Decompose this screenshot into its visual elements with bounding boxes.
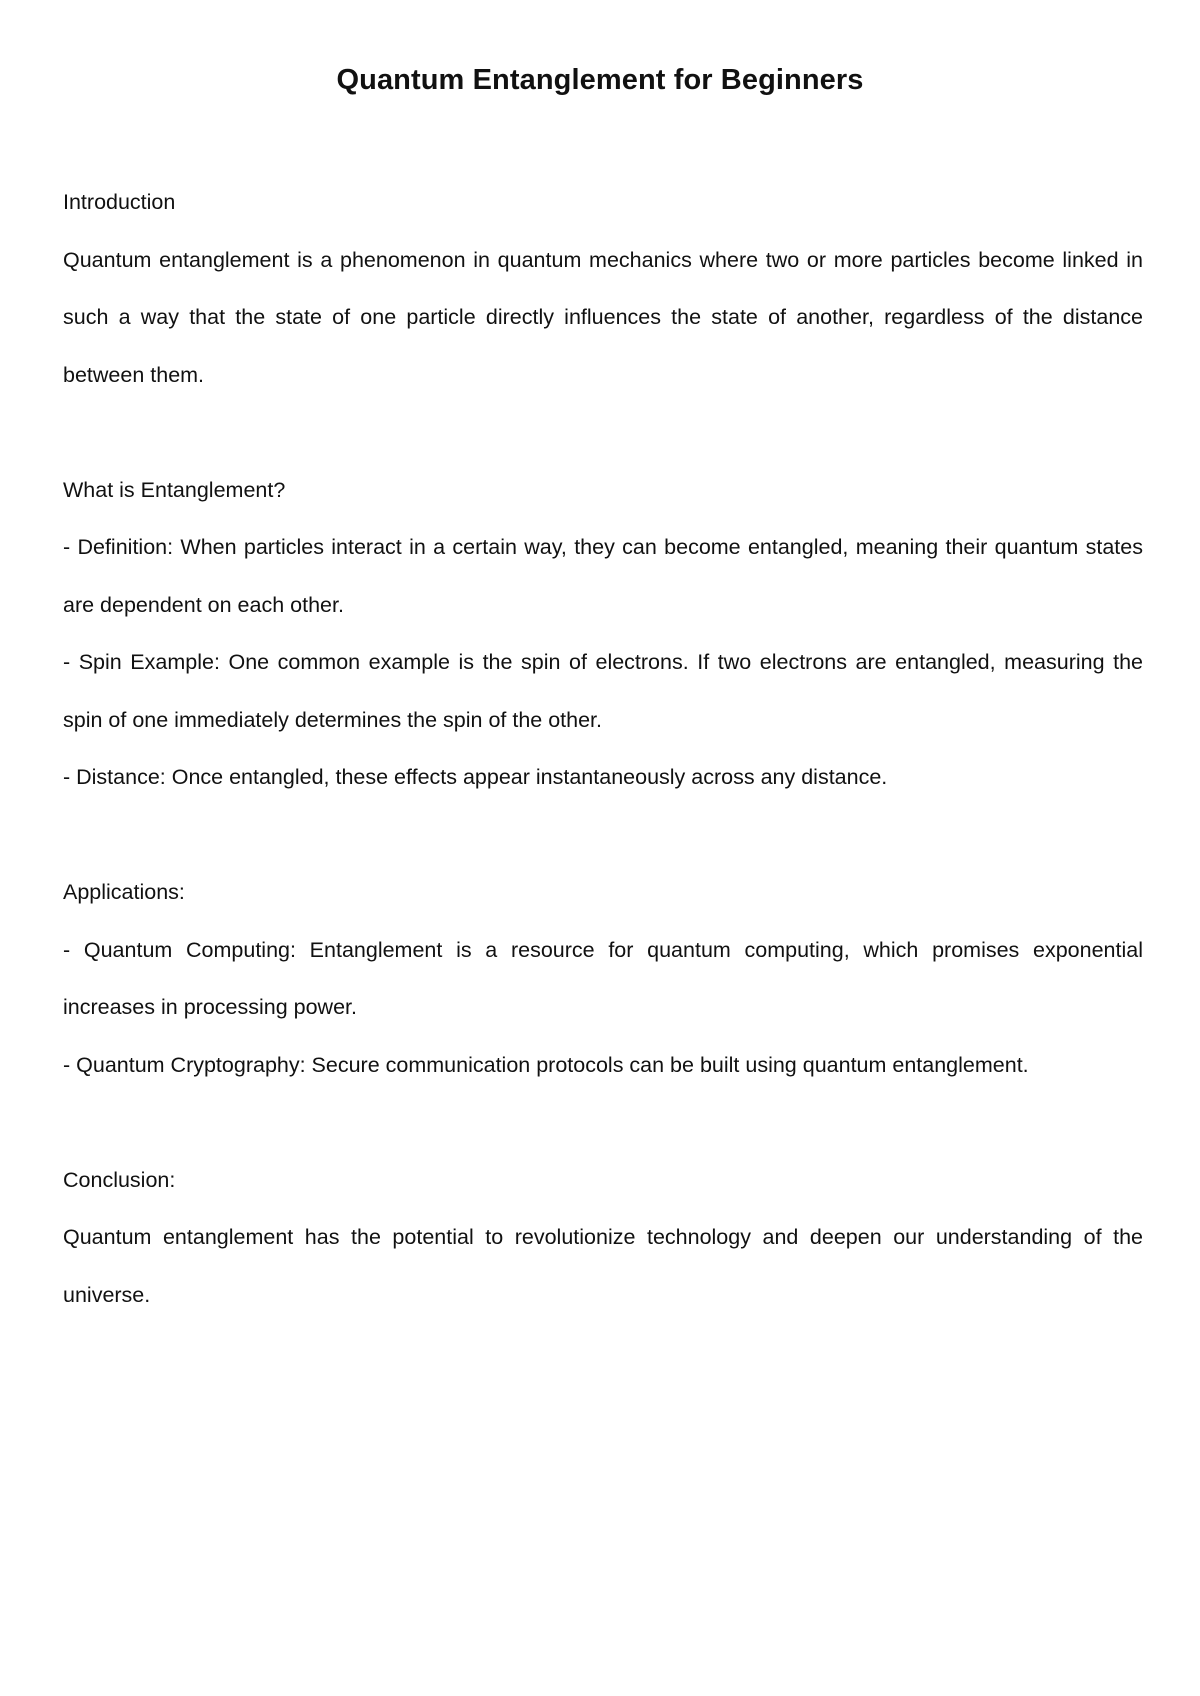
section-heading-conclusion: Conclusion:: [63, 1167, 176, 1192]
list-item-quantum-cryptography: - Quantum Cryptography: Secure communication protocols can be built using quantum entanglement.: [63, 1052, 1029, 1077]
section-spacer: [63, 404, 1143, 462]
list-item-spin-example: - Spin Example: One common example is the spin of electrons. If two electrons are entangled, measuring the spin of one immediately determines the spin of the other.: [63, 650, 1143, 732]
list-item-quantum-computing: - Quantum Computing: Entanglement is a resource for quantum computing, which promises exponential increases in processing power.: [63, 937, 1143, 1019]
section-spacer: [63, 807, 1143, 865]
document-title: Quantum Entanglement for Beginners: [336, 64, 864, 96]
section-heading-introduction: Introduction: [63, 190, 176, 214]
section-conclusion: [63, 1152, 1143, 1325]
list-item-distance: - Distance: Once entangled, these effects appear instantaneously across any distance.: [63, 765, 888, 789]
document-body: [63, 174, 1143, 1324]
section-introduction: [63, 174, 1143, 404]
section-applications: [63, 864, 1143, 1094]
conclusion-paragraph: Quantum entanglement has the potential to revolutionize technology and deepen our understanding of the universe.: [63, 1225, 1143, 1307]
introduction-paragraph: Quantum entanglement is a phenomenon in quantum mechanics where two or more particles become linked in such a way that the state of one particle directly influences the state of another, regardless of the distance between them.: [63, 247, 1143, 387]
section-heading-what-is-entanglement: What is Entanglement?: [63, 477, 286, 502]
list-item-definition: - Definition: When particles interact in a certain way, they can become entangled, meaning their quantum states are dependent on each other.: [63, 535, 1143, 617]
section-spacer: [63, 1094, 1143, 1152]
section-heading-applications: Applications:: [63, 880, 185, 904]
section-what-is-entanglement: [63, 462, 1143, 807]
